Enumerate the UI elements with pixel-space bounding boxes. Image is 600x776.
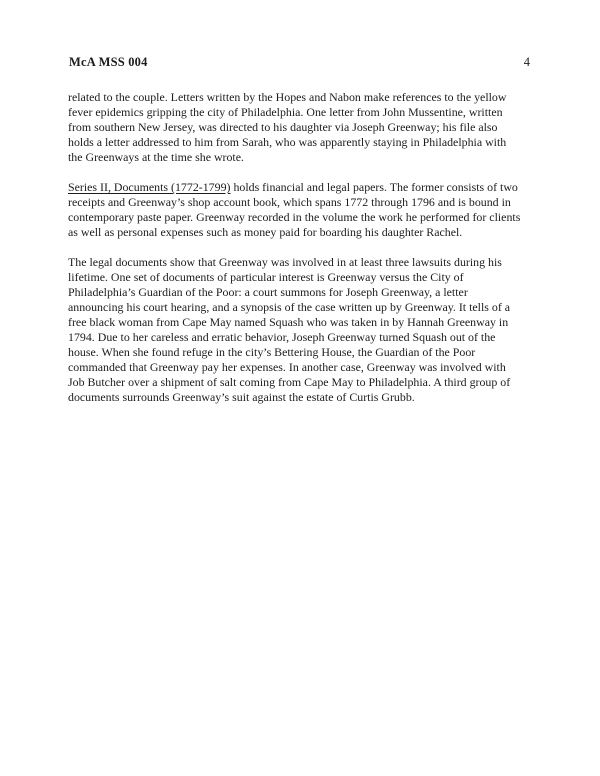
text-line: Philadelphia’s Guardian of the Poor: a court summons for Joseph Greenway, a letter [68,285,468,299]
text-line: documents surrounds Greenway’s suit against the estate of Curtis Grubb. [68,390,415,404]
collection-id: McA MSS 004 [69,55,148,69]
text-line: lifetime. One set of documents of particular interest is Greenway versus the City of [68,270,464,284]
series-ii-underlined-heading: Series II, Documents (1772-1799) [68,180,231,194]
text-line: free black woman from Cape May named Squash who was taken in by Hannah Greenway in [68,315,509,329]
text-line: the Greenways at the time she wrote. [68,150,244,164]
text-line: as well as personal expenses such as money paid for boarding his daughter Rachel. [68,225,463,239]
text-line: contemporary paste paper. Greenway recorded in the volume the work he performed for clients [68,210,521,224]
text-line: related to the couple. Letters written by the Hopes and Nabon make references to the yellow [68,90,507,104]
paragraph-legal-documents [68,255,544,405]
page-number: 4 [523,55,530,69]
paragraph-couple-letters [68,90,544,165]
text-line: The legal documents show that Greenway was involved in at least three lawsuits during his [68,255,502,269]
text-line: receipts and Greenway’s shop account book, which spans 1772 through 1796 and is bound in [68,195,511,209]
text-line: Job Butcher over a shipment of salt coming from Cape May to Philadelphia. A third group of [68,375,511,389]
paragraph-series-ii-documents [68,180,544,240]
page-header [69,55,530,69]
text-line: 1794. Due to her careless and erratic behavior, Joseph Greenway turned Squash out of the [68,330,496,344]
text-line: commanded that Greenway pay her expenses. In another case, Greenway was involved with [68,360,506,374]
text-line [68,180,544,195]
text-line: house. When she found refuge in the city’s Bettering House, the Guardian of the Poor [68,345,476,359]
document-body [68,90,544,420]
text-line: from southern New Jersey, was directed to his daughter via Joseph Greenway; his file also [68,120,498,134]
text-line-rest: holds financial and legal papers. The former consists of two [230,180,518,194]
text-line: announcing his court hearing, and a synopsis of the case written up by Greenway. It tells of a [68,300,511,314]
text-line: fever epidemics gripping the city of Philadelphia. One letter from John Mussentine, written [68,105,503,119]
text-line: holds a letter addressed to him from Sarah, who was apparently staying in Philadelphia with [68,135,507,149]
